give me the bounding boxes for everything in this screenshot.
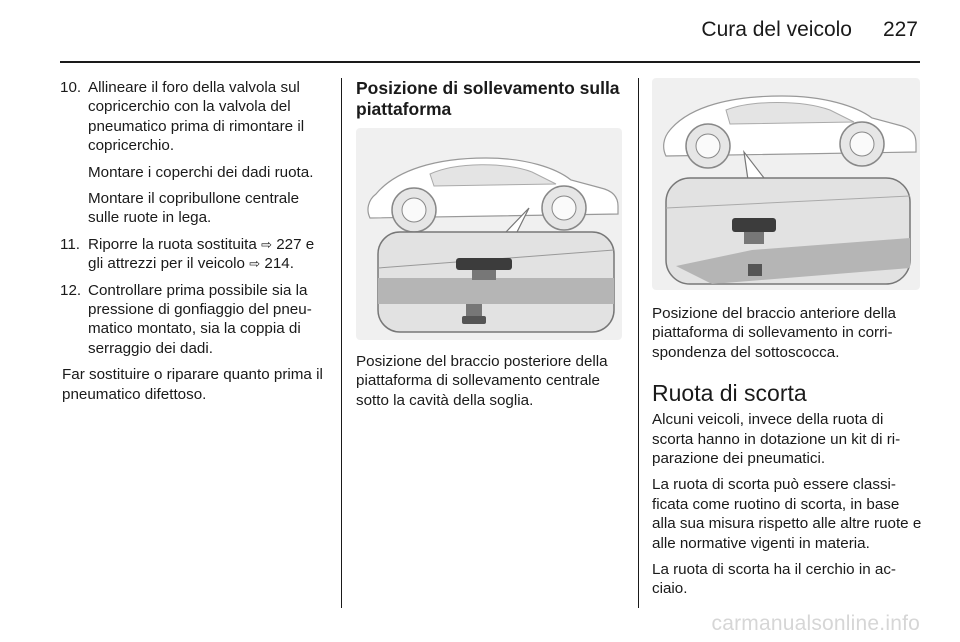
watermark: carmanualsonline.info [711, 612, 920, 635]
column-divider-left [341, 78, 342, 608]
step-number: 10. [60, 79, 82, 96]
text-span: . [289, 255, 294, 273]
column-1 [60, 78, 330, 404]
step-number: 12. [60, 281, 82, 299]
front-lift-point-figure [652, 78, 920, 290]
spare-wheel-paragraph-3: La ruota di scorta ha il cerchio in acciaio. [652, 561, 896, 598]
rear-lift-point-figure [356, 128, 622, 340]
subsection-heading: Posizione di sollevamento sulla piattaforma [356, 78, 620, 119]
column-divider-right [638, 78, 639, 608]
note-paragraph: Far sostituire o riparare quanto prima il pneumatico difettoso. [62, 366, 323, 403]
figure-caption-front: Posizione del braccio anteriore della piattaforma di sollevamento in corrispondenza del sottoscocca. [652, 305, 896, 361]
step-10 [60, 78, 330, 228]
header-rule [60, 61, 920, 63]
step-12-text: Controllare prima possibile sia la pressione di gonfiaggio del pneumatico montato, sia la coppia di serraggio dei dadi. [88, 281, 312, 357]
step-10-substep-1: Montare i coperchi dei dadi ruota. [88, 163, 314, 181]
figure-caption-rear: Posizione del braccio posteriore della piattaforma di sollevamento centrale sotto la cavità della soglia. [356, 353, 608, 409]
text-span: Riporre la ruota sostituita [88, 235, 262, 253]
reference-arrow-icon: ⇨ [249, 256, 261, 272]
step-10-substep-2: Montare il copribullone centrale sulle ruote in lega. [88, 190, 300, 227]
page-reference-link[interactable]: 214 [264, 255, 290, 273]
step-10-text: Allineare il foro della valvola sul copricerchio con la valvola del pneumatico prima di rimontare il copricerchio. [88, 79, 305, 155]
step-12 [60, 281, 330, 359]
text-span: e gli attrezzi per il veicolo [88, 235, 315, 273]
section-title: Ruota di scorta [652, 380, 807, 407]
page-header-title: Cura del veicolo [701, 18, 852, 41]
step-11-text [88, 235, 330, 274]
spare-wheel-paragraph-2: La ruota di scorta può essere classificata come ruotino di scorta, in base alla sua misura rispetto alle altre ruote e alle normative vigenti in materia. [652, 476, 922, 552]
reference-arrow-icon: ⇨ [261, 236, 272, 252]
column-3 [652, 78, 924, 606]
page-reference-link[interactable]: 227 [276, 235, 302, 253]
column-2 [356, 78, 624, 417]
step-number: 11. [60, 235, 80, 253]
page-number: 227 [882, 18, 918, 41]
step-11 [60, 235, 330, 274]
spare-wheel-paragraph-1: Alcuni veicoli, invece della ruota di scorta hanno in dotazione un kit di riparazione dei pneumatici. [652, 411, 901, 468]
